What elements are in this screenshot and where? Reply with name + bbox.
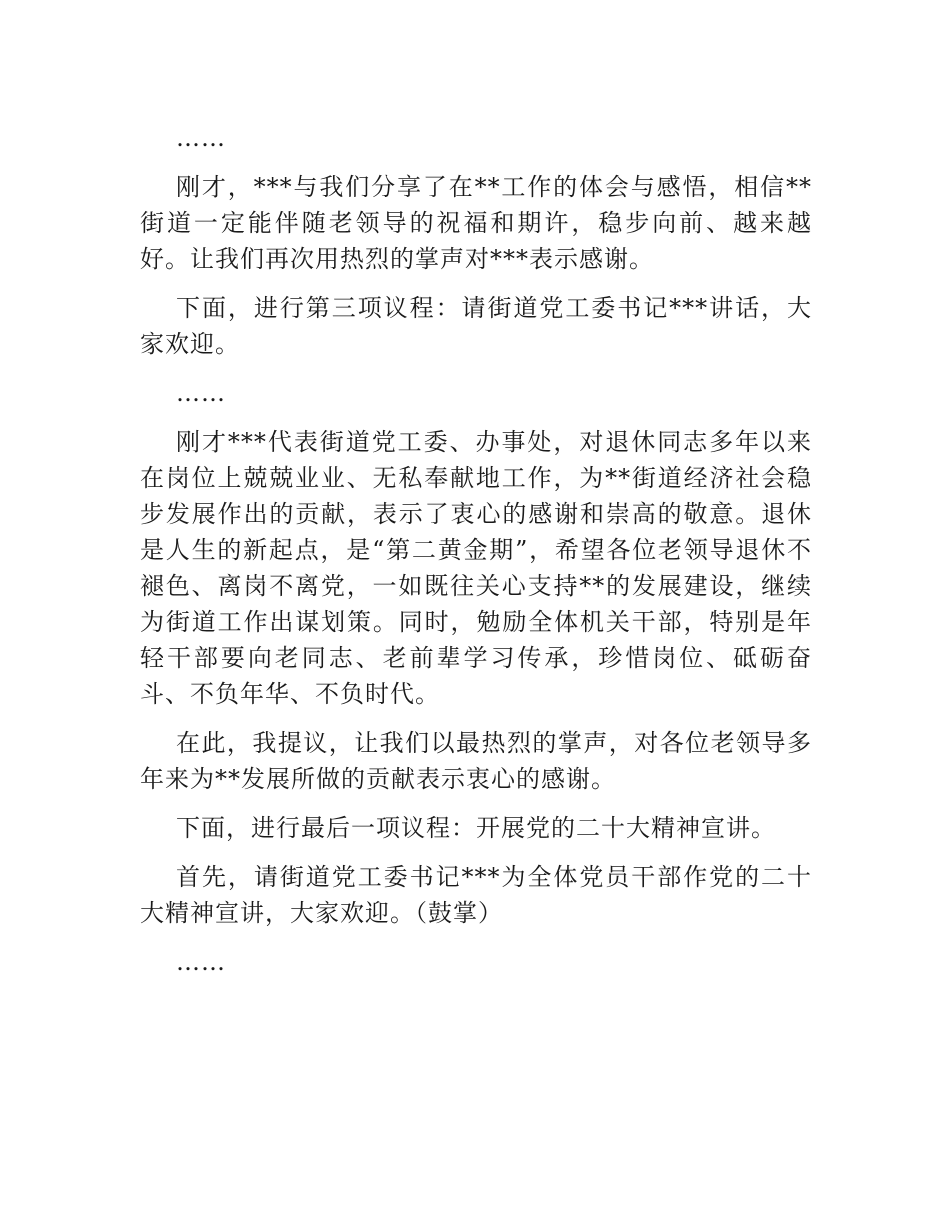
ellipsis-2: …… <box>176 379 226 407</box>
document-page <box>140 120 812 993</box>
paragraph-agenda-three: 下面，进行第三项议程：请街道党工委书记***讲话，大家欢迎。 <box>140 294 812 358</box>
paragraph-applause-proposal: 在此，我提议，让我们以最热烈的掌声，对各位老领导多年来为**发展所做的贡献表示衷心的感谢。 <box>140 729 812 793</box>
ellipsis-3: …… <box>176 948 226 976</box>
paragraph-thanks-sharing: 刚才，***与我们分享了在**工作的体会与感悟，相信**街道一定能伴随老领导的祝福和期许，稳步向前、越来越好。让我们再次用热烈的掌声对***表示感谢。 <box>140 173 812 273</box>
ellipsis-1: …… <box>176 124 226 152</box>
paragraph-final-agenda: 下面，进行最后一项议程：开展党的二十大精神宣讲。 <box>176 814 776 842</box>
paragraph-retirement-thanks: 刚才***代表街道党工委、办事处，对退休同志多年以来在岗位上兢兢业业、无私奉献地工作，为**街道经济社会稳步发展作出的贡献，表示了衷心的感谢和崇高的敬意。退休是人生的新起点，是“第二黄金期”，希望各位老领导退休不褪色、离岗不离党，一如既往关心支持**的发展建设，继续为街道工作出谋划策。同时，勉励全体机关干部，特别是年轻干部要向老同志、老前辈学习传承，珍惜岗位、砥砺奋斗、不负年华、不负时代。 <box>140 428 812 708</box>
paragraph-lecture-invite: 首先，请街道党工委书记***为全体党员干部作党的二十大精神宣讲，大家欢迎。（鼓掌） <box>140 863 812 927</box>
